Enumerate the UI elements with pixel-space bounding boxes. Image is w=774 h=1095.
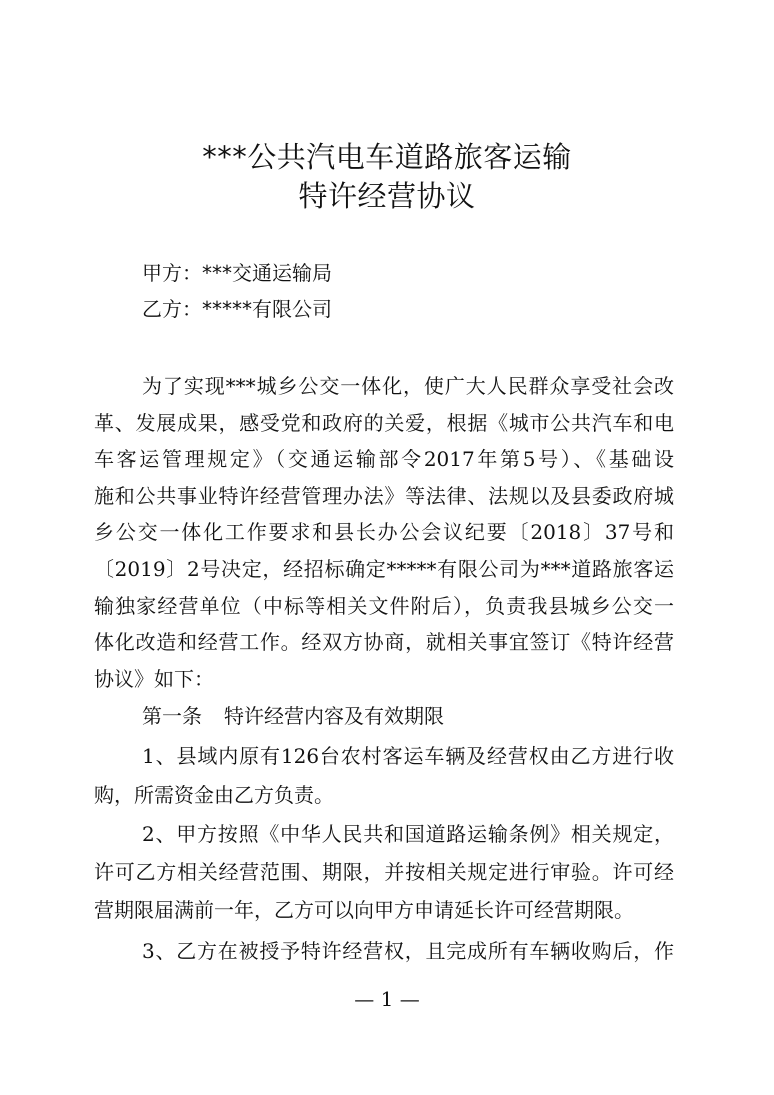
article-title: 特许经营内容及有效期限 bbox=[224, 704, 444, 728]
preamble-line: 车客运管理规定》（交通运输部令2017年第5号）、《基础设 bbox=[94, 447, 674, 471]
clause-line: 营期限届满前一年，乙方可以向甲方申请延长许可经营期限。 bbox=[94, 898, 634, 922]
article-number: 第一条 bbox=[142, 704, 202, 728]
document-title-line1: ***公共汽电车道路旅客运输 bbox=[202, 140, 572, 174]
preamble-line: 革、发展成果，感受党和政府的关爱，根据《城市公共汽车和电 bbox=[94, 411, 674, 435]
clause-line: 许可乙方相关经营范围、期限，并按相关规定进行审验。许可经 bbox=[94, 860, 674, 884]
preamble-line: 〔2019〕2号决定，经招标确定*****有限公司为***道路旅客运 bbox=[94, 557, 674, 581]
party-a: 甲方：***交通运输局 bbox=[142, 261, 332, 285]
article-heading bbox=[142, 702, 444, 730]
party-b: 乙方：*****有限公司 bbox=[142, 297, 332, 321]
preamble-line: 输独家经营单位（中标等相关文件附后），负责我县城乡公交一 bbox=[94, 594, 674, 618]
page-number: — 1 — bbox=[354, 987, 420, 1011]
clause-line: 1、县域内原有126台农村客运车辆及经营权由乙方进行收 bbox=[142, 744, 674, 768]
preamble-line: 乡公交一体化工作要求和县长办公会议纪要〔2018〕37号和 bbox=[94, 520, 674, 544]
document-title-line2: 特许经营协议 bbox=[298, 179, 476, 213]
preamble-line: 为了实现***城乡公交一体化，使广大人民群众享受社会改 bbox=[142, 374, 674, 398]
clause-line: 2、甲方按照《中华人民共和国道路运输条例》相关规定， bbox=[142, 822, 674, 846]
clause-line: 购，所需资金由乙方负责。 bbox=[94, 783, 334, 807]
clause-line: 3、乙方在被授予特许经营权，且完成所有车辆收购后，作 bbox=[142, 939, 674, 963]
preamble-line: 施和公共事业特许经营管理办法》等法律、法规以及县委政府城 bbox=[94, 484, 674, 508]
preamble-line: 协议》如下： bbox=[94, 667, 214, 691]
preamble-line: 体化改造和经营工作。经双方协商，就相关事宜签订《特许经营 bbox=[94, 630, 674, 654]
